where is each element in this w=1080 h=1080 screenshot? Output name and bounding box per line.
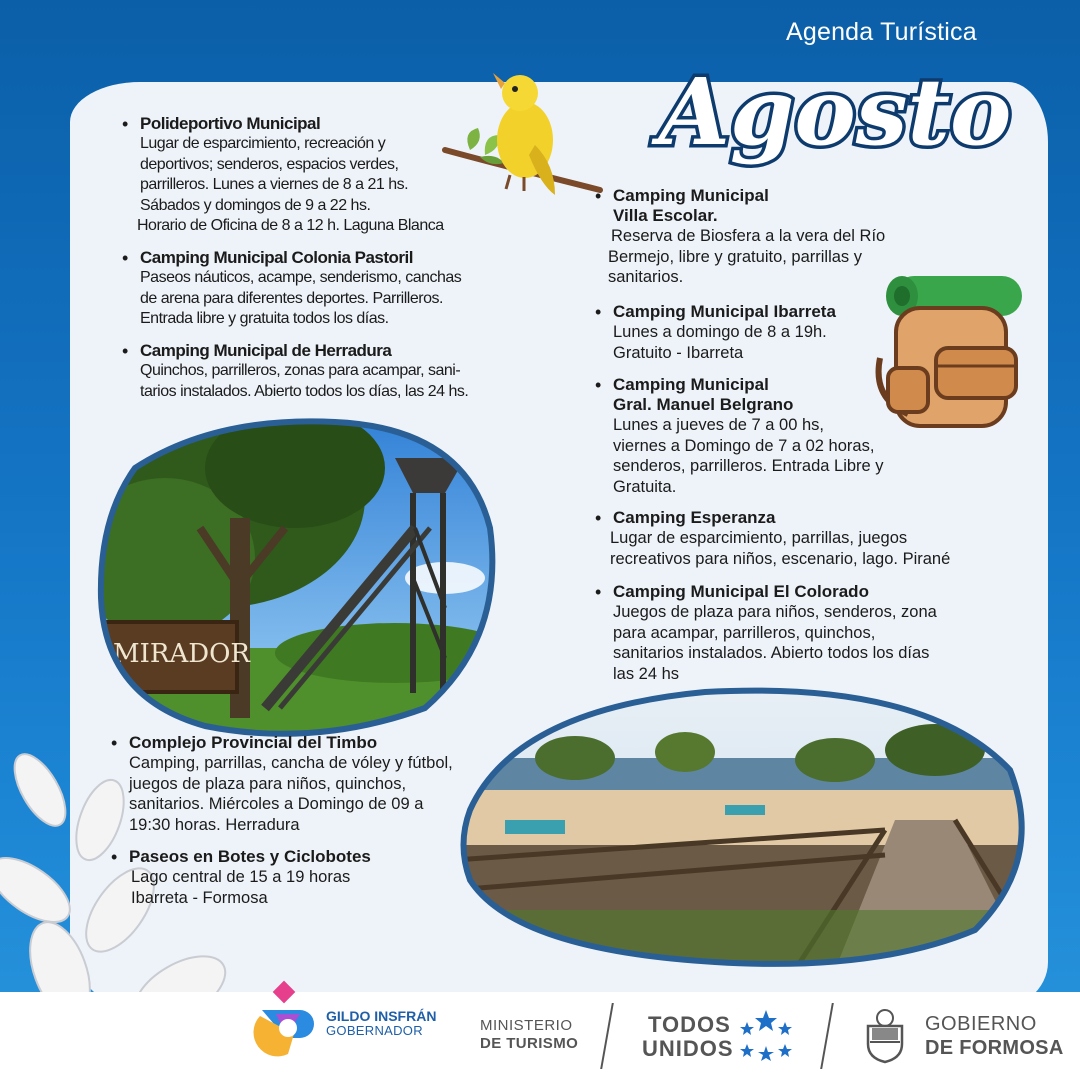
- entry-colonia-pastoril: • Camping Municipal Colonia Pastoril Paseos náuticos, acampe, senderismo, canchas de arena para diferentes deportes. Parrilleros. Entrada libre y gratuita todos los días.: [122, 248, 462, 327]
- entry-timbo: • Complejo Provincial del Timbo Camping, parrillas, cancha de vóley y fútbol, juegos de plaza para niños, quinchos, sanitarios. Miércoles a Domingo de 09 a 19:30 horas. Herradura: [111, 733, 453, 834]
- governor-logo-icon: [252, 980, 322, 1058]
- gov-line1: GOBIERNO: [925, 1013, 1037, 1035]
- entry-polideportivo: • Polideportivo Municipal Lugar de esparcimiento, recreación y deportivos; senderos, espacios verdes, parrilleros. Lunes a viernes de 8 a 21 hs. Sábados y domingos de 9 a 22 hs. Horario de Oficina de 8 a 12 h. Laguna Blanca: [122, 114, 444, 234]
- beach-photo: [455, 680, 1030, 970]
- entry-paseos-botes: • Paseos en Botes y Ciclobotes Lago central de 15 a 19 horas Ibarreta - Formosa: [111, 847, 371, 907]
- governor-name: GILDO INSFRÁN: [326, 1008, 437, 1024]
- ministry-line2: DE TURISMO: [480, 1035, 579, 1052]
- entry-herradura: • Camping Municipal de Herradura Quinchos, parrilleros, zonas para acampar, sani- tarios instalados. Abierto todos los días, las 24 hs.: [122, 341, 469, 400]
- entry-el-colorado: • Camping Municipal El Colorado Juegos de plaza para niños, senderos, zona para acampar, parrilleros, quinchos, sanitarios instalados. Abierto todos los días las 24 hs: [595, 582, 937, 683]
- stars-icon: [735, 1008, 797, 1064]
- entry-esperanza: • Camping Esperanza Lugar de esparcimiento, parrillas, juegos recreativos para niños, escenario, lago. Pirané: [595, 508, 951, 568]
- province-shield-icon: [860, 1006, 910, 1064]
- slogan-line1: TODOS: [648, 1012, 731, 1037]
- mirador-sign-text: MIRADOR: [113, 639, 250, 669]
- slogan-line2: UNIDOS: [642, 1036, 734, 1061]
- entry-villa-escolar: • Camping Municipal Villa Escolar. Reserva de Biosfera a la vera del Río Bermejo, libre y gratuito, parrillas y sanitarios.: [595, 186, 886, 286]
- gov-line2: DE FORMOSA: [925, 1037, 1064, 1059]
- entry-ibarreta: • Camping Municipal Ibarreta Lunes a domingo de 8 a 19h. Gratuito - Ibarreta: [595, 302, 836, 362]
- month-title: [625, 52, 1045, 172]
- ministry-line1: MINISTERIO: [480, 1017, 573, 1034]
- mirador-photo: [95, 408, 500, 738]
- month-title-text: Agosto: [658, 58, 1012, 166]
- agenda-subtitle: Agenda Turística: [786, 18, 977, 46]
- governor-title: GOBERNADOR: [326, 1023, 423, 1038]
- entry-belgrano: • Camping Municipal Gral. Manuel Belgrano Lunes a jueves de 7 a 00 hs, viernes a Domingo de 7 a 02 horas, senderos, parrilleros. Entrada Libre y Gratuita.: [595, 375, 884, 496]
